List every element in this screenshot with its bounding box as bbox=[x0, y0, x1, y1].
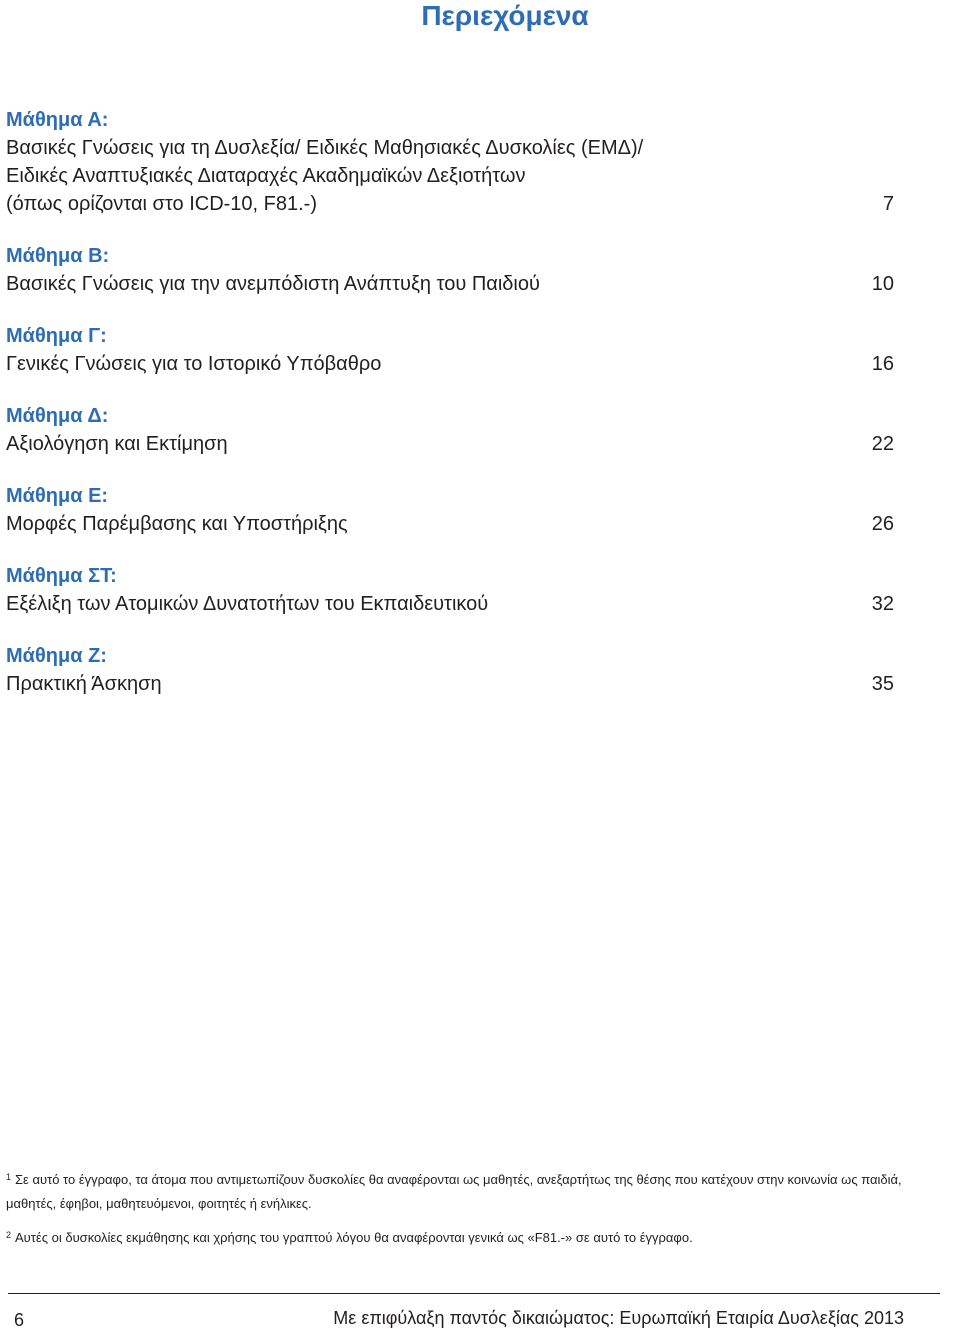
toc-entry-c bbox=[6, 322, 894, 378]
toc-entry-b bbox=[6, 242, 894, 298]
footnote-1 bbox=[6, 1168, 926, 1216]
lesson-title bbox=[6, 430, 894, 458]
footnote-marker: 2 bbox=[6, 1230, 12, 1240]
footer-divider bbox=[8, 1293, 940, 1294]
lesson-title-line: Αξιολόγηση και Εκτίμηση bbox=[6, 433, 228, 455]
lesson-title-line: Εξέλιξη των Ατομικών Δυνατοτήτων του Εκπαιδευτικού bbox=[6, 593, 489, 615]
page-number: 7 bbox=[882, 193, 894, 215]
page-number: 26 bbox=[871, 513, 894, 535]
footer-page-number: 6 bbox=[14, 1310, 25, 1330]
lesson-title bbox=[6, 270, 894, 298]
lesson-label: Μάθημα Δ: bbox=[6, 405, 109, 427]
lesson-title-line: Βασικές Γνώσεις για τη Δυσλεξία/ Ειδικές Μαθησιακές Δυσκολίες (ΕΜΔ)/ bbox=[6, 137, 644, 159]
page-number: 32 bbox=[871, 593, 894, 615]
lesson-label: Μάθημα Γ: bbox=[6, 325, 107, 347]
page-number: 16 bbox=[871, 353, 894, 375]
toc-entry-st bbox=[6, 562, 894, 618]
lesson-label: Μάθημα ΣΤ: bbox=[6, 565, 117, 587]
lesson-label: Μάθημα Β: bbox=[6, 245, 110, 267]
lesson-title bbox=[6, 350, 894, 378]
footnotes bbox=[6, 1168, 926, 1260]
page-number: 22 bbox=[871, 433, 894, 455]
lesson-label: Μάθημα Ε: bbox=[6, 485, 109, 507]
footnote-marker: 1 bbox=[6, 1172, 12, 1182]
lesson-title bbox=[6, 670, 894, 698]
lesson-title-line: Μορφές Παρέμβασης και Υποστήριξης bbox=[6, 513, 348, 535]
lesson-title-line: Πρακτική Άσκηση bbox=[6, 673, 162, 695]
toc-entry-z bbox=[6, 642, 894, 698]
lesson-title-line: Ειδικές Αναπτυξιακές Διαταραχές Ακαδημαϊκών Δεξιοτήτων bbox=[6, 165, 526, 187]
lesson-title-line: (όπως ορίζονται στο ICD-10, F81.-) bbox=[6, 193, 317, 215]
lesson-title-line: Βασικές Γνώσεις για την ανεμπόδιστη Ανάπτυξη του Παιδιού bbox=[6, 273, 540, 295]
page-number: 35 bbox=[871, 673, 894, 695]
footer-copyright: Με επιφύλαξη παντός δικαιώματος: Ευρωπαϊκή Εταιρία Δυσλεξίας 2013 bbox=[333, 1308, 904, 1328]
toc-entry-a bbox=[6, 106, 894, 218]
page-number: 10 bbox=[871, 273, 894, 295]
table-of-contents bbox=[6, 106, 894, 722]
footnote-2 bbox=[6, 1226, 926, 1250]
footnote-text: Σε αυτό το έγγραφο, τα άτομα που αντιμετωπίζουν δυσκολίες θα αναφέρονται ως μαθητές, ανεξαρτήτως της θέσης που κατέχουν στην κοινωνία ως παιδιά, μαθητές, έφηβοι, μαθητευόμενοι, φοιτητές ή ενήλικες. bbox=[6, 1172, 902, 1211]
lesson-title bbox=[6, 510, 894, 538]
footnote-text: Αυτές οι δυσκολίες εκμάθησης και χρήσης του γραπτού λόγου θα αναφέρονται γενικά ως «F81.-» σε αυτό το έγγραφο. bbox=[15, 1230, 693, 1245]
lesson-label: Μάθημα Ζ: bbox=[6, 645, 107, 667]
lesson-title-line: Γενικές Γνώσεις για το Ιστορικό Υπόβαθρο bbox=[6, 353, 382, 375]
toc-entry-e bbox=[6, 482, 894, 538]
lesson-label: Μάθημα Α: bbox=[6, 109, 109, 131]
toc-entry-d bbox=[6, 402, 894, 458]
page-title: Περιεχόμενα bbox=[421, 0, 589, 31]
lesson-title bbox=[6, 590, 894, 618]
lesson-title bbox=[6, 134, 894, 218]
